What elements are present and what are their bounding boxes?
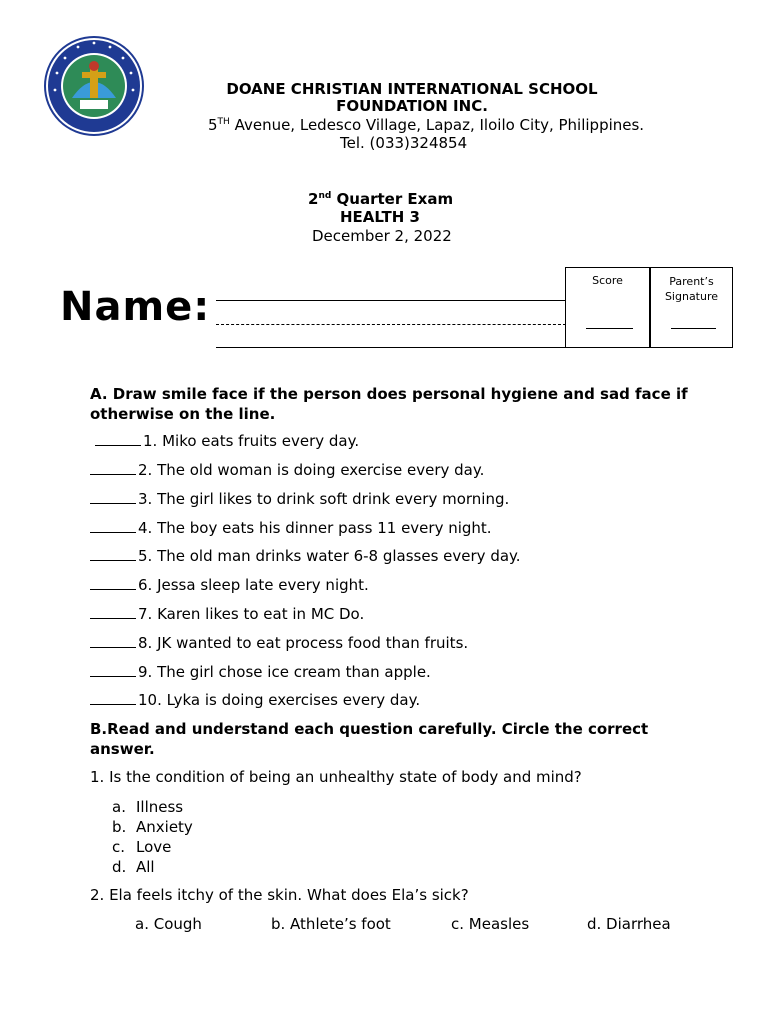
option-c[interactable]: c. Love [112,838,172,856]
list-item: 10. Lyka is doing exercises every day. [90,691,420,709]
question-1-options [112,797,193,877]
list-item: 6. Jessa sleep late every night. [90,576,369,594]
exam-title: 2nd Quarter Exam [308,190,454,208]
list-item: 3. The girl likes to drink soft drink every morning. [90,490,509,508]
exam-date: December 2, 2022 [312,227,452,245]
answer-blank[interactable] [90,664,136,677]
option-d[interactable]: d. Diarrhea [587,915,671,933]
list-item: 7. Karen likes to eat in MC Do. [90,605,364,623]
school-name-line-2: FOUNDATION INC. [336,97,488,115]
name-underline[interactable] [216,347,568,348]
question-1: 1. Is the condition of being an unhealthy state of body and mind? [90,768,582,786]
school-name-line-1: DOANE CHRISTIAN INTERNATIONAL SCHOOL [226,80,598,98]
answer-blank[interactable] [90,577,136,590]
answer-blank[interactable] [90,606,136,619]
section-b-instructions: B.Read and understand each question carefully. Circle the correct answer. [90,720,649,758]
option-c[interactable]: c. Measles [451,915,530,933]
signature-label-line-2: Signature [664,290,719,303]
list-item: 8. JK wanted to eat process food than fruits. [90,634,468,652]
list-item: 9. The girl chose ice cream than apple. [90,663,431,681]
score-label: Score [592,274,623,287]
option-b[interactable]: b. Anxiety [112,818,193,836]
score-blank [586,328,633,329]
signature-label-line-1: Parent’s [669,275,714,288]
answer-blank[interactable] [90,548,136,561]
option-b[interactable]: b. Athlete’s foot [271,915,391,933]
list-item: 4. The boy eats his dinner pass 11 every night. [90,519,492,537]
name-label: Name: [60,284,211,330]
parent-signature-box[interactable] [650,267,733,348]
list-item: 5. The old man drinks water 6-8 glasses every day. [90,547,521,565]
answer-blank[interactable] [90,462,136,475]
signature-blank [671,328,716,329]
section-a-instructions: A. Draw smile face if the person does personal hygiene and sad face if otherwise on the line. [90,385,688,423]
answer-blank[interactable] [90,635,136,648]
name-line[interactable] [216,300,566,301]
school-telephone: Tel. (033)324854 [340,134,468,152]
answer-blank[interactable] [95,433,141,446]
option-d[interactable]: d. All [112,858,155,876]
option-a[interactable]: a. Illness [112,798,184,816]
list-item: 1. Miko eats fruits every day. [95,432,359,450]
score-box[interactable] [565,267,650,348]
answer-blank[interactable] [90,692,136,705]
school-address: 5TH Avenue, Ledesco Village, Lapaz, Iloilo City, Philippines. [208,116,645,134]
answer-blank[interactable] [90,520,136,533]
question-2: 2. Ela feels itchy of the skin. What does Ela’s sick? [90,886,469,904]
option-a[interactable]: a. Cough [135,915,202,933]
answer-blank[interactable] [90,491,136,504]
name-dashed-line[interactable] [216,324,566,325]
exam-subject: HEALTH 3 [340,208,420,226]
list-item: 2. The old woman is doing exercise every day. [90,461,484,479]
